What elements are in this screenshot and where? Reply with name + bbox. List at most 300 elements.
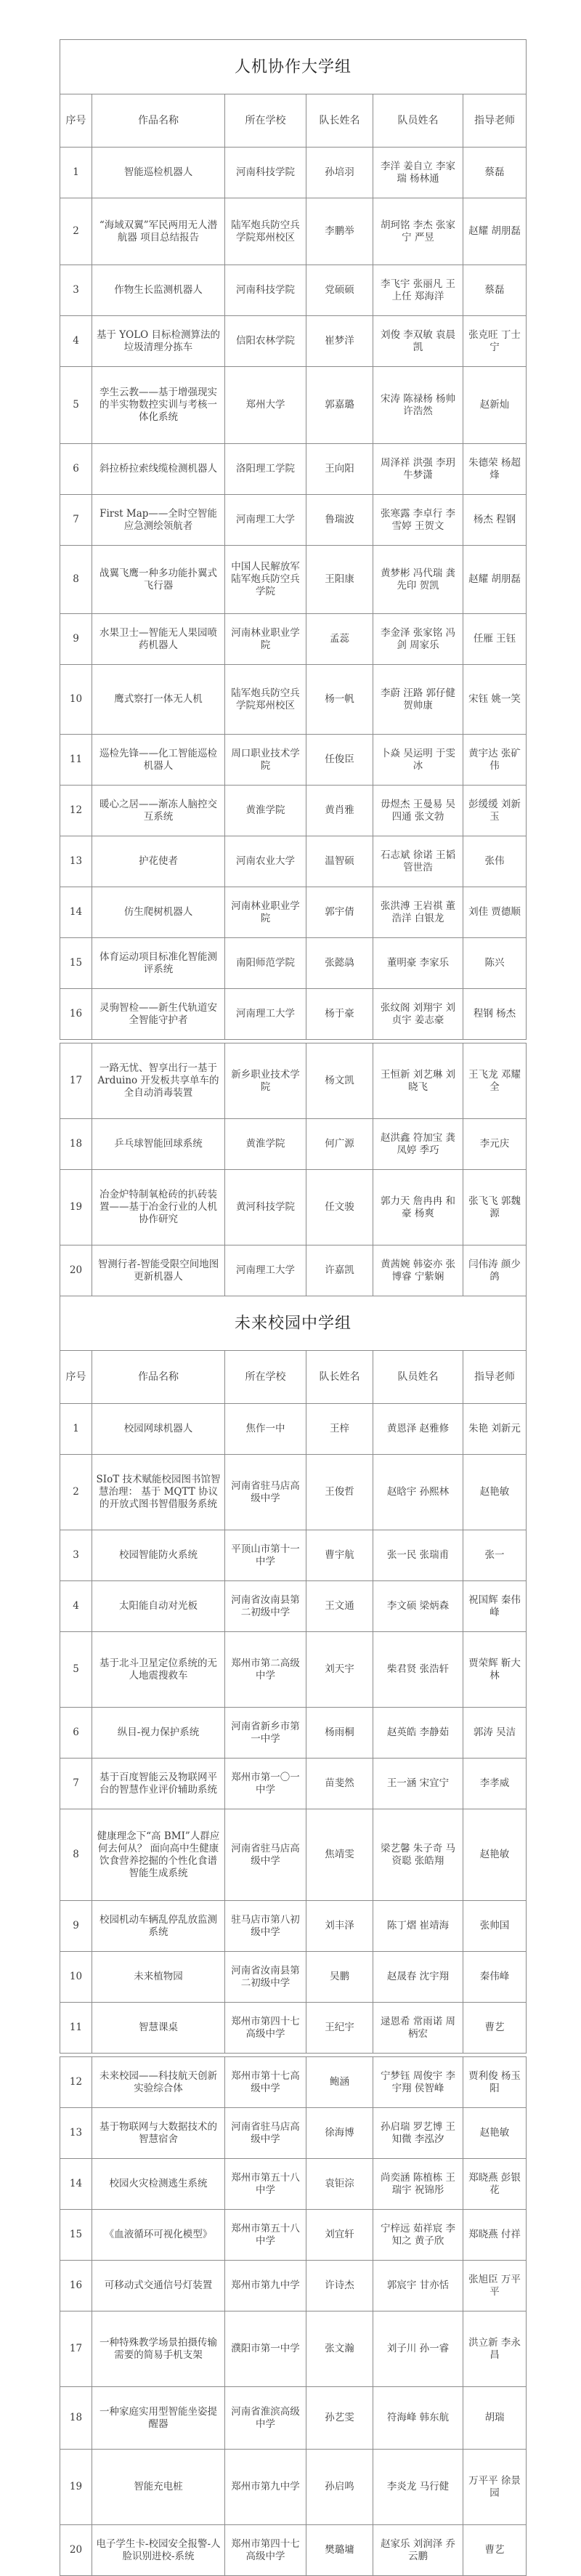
row-number: 3 (60, 1530, 92, 1581)
row-number: 18 (60, 2387, 92, 2450)
advisor-name: 曹艺 (463, 2525, 527, 2576)
school-name: 河南理工大学 (225, 495, 306, 546)
advisor-name: 闫伟涛 颜少鸽 (463, 1245, 527, 1296)
row-number: 15 (60, 2210, 92, 2261)
captain-name: 孙培羽 (306, 148, 373, 198)
school-name: 郑州市第一〇一中学 (225, 1759, 306, 1809)
member-names: 王恒新 刘艺琳 刘晓飞 (373, 1043, 463, 1119)
school-name: 河南省驻马店高级中学 (225, 2108, 306, 2159)
captain-name: 樊璐墉 (306, 2525, 373, 2576)
member-names: 梁艺馨 朱子奇 马资聪 张皓翔 (373, 1809, 463, 1901)
captain-name: 任俊臣 (306, 735, 373, 786)
row-number: 8 (60, 1809, 92, 1901)
advisor-name: 郭涛 吴洁 (463, 1708, 527, 1759)
table-row (60, 2387, 527, 2450)
advisor-name: 张旭臣 万平平 (463, 2261, 527, 2311)
school-name: 信阳农林学院 (225, 316, 306, 367)
school-name: 河南理工大学 (225, 989, 306, 1040)
row-number: 20 (60, 1245, 92, 1296)
work-name: 基于物联网与大数据技术的智慧宿舍 (92, 2108, 225, 2159)
row-number: 2 (60, 1455, 92, 1530)
advisor-name: 宋钰 姚一笑 (463, 665, 527, 735)
table-row (60, 1952, 527, 2003)
advisor-name: 张克旺 丁士宁 (463, 316, 527, 367)
captain-name: 刘天宇 (306, 1632, 373, 1708)
table-header-row (60, 94, 527, 148)
column-header: 队长姓名 (306, 1351, 373, 1404)
captain-name: 许诗杰 (306, 2261, 373, 2311)
advisor-name: 陈兴 (463, 938, 527, 989)
captain-name: 孟蕊 (306, 614, 373, 665)
advisor-name: 万平平 徐景园 (463, 2450, 527, 2525)
advisor-name: 赵耀 胡朋磊 (463, 546, 527, 614)
captain-name: 王阳康 (306, 546, 373, 614)
member-names: 董明豪 李家乐 (373, 938, 463, 989)
work-name: 斜拉桥拉索线缆检测机器人 (92, 444, 225, 495)
member-names: 卜焱 吴运明 于雯冰 (373, 735, 463, 786)
advisor-name: 任雁 王钰 (463, 614, 527, 665)
captain-name: 徐海博 (306, 2108, 373, 2159)
advisor-name: 李孝威 (463, 1759, 527, 1809)
captain-name: 袁钜淙 (306, 2159, 373, 2210)
table-row (60, 1245, 527, 1296)
section-title: 未来校园中学组 (60, 1296, 527, 1351)
member-names: 尚奕涵 陈植栋 王瑞宇 祝锦彤 (373, 2159, 463, 2210)
table-row (60, 2210, 527, 2261)
school-name: 陆军炮兵防空兵学院郑州校区 (225, 665, 306, 735)
row-number: 9 (60, 614, 92, 665)
member-names: 赵晟春 沈宇翔 (373, 1952, 463, 2003)
work-name: 护花使者 (92, 836, 225, 887)
work-name: 基于百度智能云及物联网平台的智慧作业评价辅助系统 (92, 1759, 225, 1809)
advisor-name: 黄宇达 张矿伟 (463, 735, 527, 786)
work-name: First Map——全时空智能应急测绘领航者 (92, 495, 225, 546)
table-row (60, 1119, 527, 1170)
row-number: 2 (60, 198, 92, 265)
section-title-row (60, 1296, 527, 1351)
row-number: 16 (60, 989, 92, 1040)
member-names: 赵晗宇 孙熙林 (373, 1455, 463, 1530)
table-row (60, 1455, 527, 1530)
row-number: 14 (60, 2159, 92, 2210)
member-names: 黄梦彬 冯代瑞 龚先印 贺凯 (373, 546, 463, 614)
member-names: 周泽祥 洪强 李玥 牛梦潇 (373, 444, 463, 495)
school-name: 河南省驻马店高级中学 (225, 1809, 306, 1901)
work-name: 《血液循环可视化模型》 (92, 2210, 225, 2261)
advisor-name: 王飞龙 邓耀全 (463, 1043, 527, 1119)
advisor-name: 赵艳敏 (463, 1455, 527, 1530)
captain-name: 温智硕 (306, 836, 373, 887)
row-number: 13 (60, 2108, 92, 2159)
column-header: 指导老师 (463, 1351, 527, 1404)
advisor-name: 赵新灿 (463, 367, 527, 444)
row-number: 3 (60, 265, 92, 316)
captain-name: 王俊哲 (306, 1455, 373, 1530)
member-names: 李金泽 张家铭 冯剑 周家乐 (373, 614, 463, 665)
captain-name: 鲁瑞波 (306, 495, 373, 546)
table-row (60, 2108, 527, 2159)
table-row (60, 786, 527, 836)
captain-name: 孙启鸣 (306, 2450, 373, 2525)
row-number: 4 (60, 1581, 92, 1632)
captain-name: 张文瀚 (306, 2311, 373, 2387)
work-name: 冶金炉特制氧枪砖的扒砖装置——基于冶金行业的人机协作研究 (92, 1170, 225, 1245)
advisor-name: 李元庆 (463, 1119, 527, 1170)
school-name: 河南林业职业学院 (225, 614, 306, 665)
advisor-name: 杨杰 程钢 (463, 495, 527, 546)
table-row (60, 1632, 527, 1708)
row-number: 20 (60, 2525, 92, 2576)
member-names: 柴君贤 张浩轩 (373, 1632, 463, 1708)
work-name: 乒乓球智能回球系统 (92, 1119, 225, 1170)
table-row (60, 1901, 527, 1952)
captain-name: 王梓 (306, 1404, 373, 1455)
row-number: 7 (60, 1759, 92, 1809)
member-names: 孙启瑞 罗艺博 王知微 李泓汐 (373, 2108, 463, 2159)
row-number: 7 (60, 495, 92, 546)
member-names: 郭宸宇 甘亦恬 (373, 2261, 463, 2311)
table-row (60, 1581, 527, 1632)
captain-name: 杨雨桐 (306, 1708, 373, 1759)
work-name: 一种特殊教学场景拍摄传输需要的简易手机支架 (92, 2311, 225, 2387)
table-row (60, 938, 527, 989)
captain-name: 苗斐然 (306, 1759, 373, 1809)
advisor-name: 郑晓燕 付祥 (463, 2210, 527, 2261)
member-names: 李蔚 汪路 郭仔健 贺帅康 (373, 665, 463, 735)
school-name: 中国人民解放军陆军炮兵防空兵学院 (225, 546, 306, 614)
work-name: 基于北斗卫星定位系统的无人地震搜救车 (92, 1632, 225, 1708)
school-name: 黄淮学院 (225, 786, 306, 836)
work-name: 电子学生卡-校园安全报警-人脸识别进校-系统 (92, 2525, 225, 2576)
advisor-name: 贾荣辉 靳大林 (463, 1632, 527, 1708)
table-row (60, 546, 527, 614)
school-name: 周口职业技术学院 (225, 735, 306, 786)
school-name: 焦作一中 (225, 1404, 306, 1455)
table-row (60, 2057, 527, 2108)
captain-name: 何广源 (306, 1119, 373, 1170)
member-names: 赵家乐 刘润泽 乔云鹏 (373, 2525, 463, 2576)
work-name: 仿生爬树机器人 (92, 887, 225, 938)
table-row (60, 2450, 527, 2525)
member-names: 毋煜杰 王曼易 吴四通 张文勃 (373, 786, 463, 836)
work-name: 智能巡检机器人 (92, 148, 225, 198)
table-row (60, 665, 527, 735)
advisor-name: 赵艳敏 (463, 2108, 527, 2159)
captain-name: 鲍涵 (306, 2057, 373, 2108)
advisor-name: 张飞飞 郭魏源 (463, 1170, 527, 1245)
advisor-name: 蔡磊 (463, 265, 527, 316)
member-names: 赵洪鑫 符加宝 龚凤婷 季巧 (373, 1119, 463, 1170)
school-name: 郑州市第九中学 (225, 2261, 306, 2311)
work-name: 鹰式察打一体无人机 (92, 665, 225, 735)
member-names: 黄茜婉 韩姿亦 张博睿 宁紫娴 (373, 1245, 463, 1296)
work-name: 太阳能自动对光板 (92, 1581, 225, 1632)
school-name: 河南省汝南县第二初级中学 (225, 1952, 306, 2003)
captain-name: 郭宇倩 (306, 887, 373, 938)
advisor-name: 祝国辉 秦伟峰 (463, 1581, 527, 1632)
advisor-name: 贾利俊 杨玉阳 (463, 2057, 527, 2108)
column-header: 队长姓名 (306, 94, 373, 148)
member-names: 李飞宇 张丽凡 王上任 郑海洋 (373, 265, 463, 316)
school-name: 河南科技学院 (225, 265, 306, 316)
table-row (60, 148, 527, 198)
table-row (60, 2159, 527, 2210)
table-row (60, 836, 527, 887)
row-number: 1 (60, 148, 92, 198)
member-names: 李洋 姜自立 李家瑞 杨林通 (373, 148, 463, 198)
school-name: 郑州市第五十八中学 (225, 2210, 306, 2261)
work-name: 未来校园——科技航天创新实验综合体 (92, 2057, 225, 2108)
row-number: 11 (60, 2003, 92, 2054)
table-row (60, 265, 527, 316)
school-name: 河南省淮滨高级中学 (225, 2387, 306, 2450)
work-name: 水果卫士—智能无人果园喷药机器人 (92, 614, 225, 665)
member-names: 张寒露 李卓行 李雪婷 王贺文 (373, 495, 463, 546)
row-number: 11 (60, 735, 92, 786)
member-names: 宋涛 陈禄杨 杨帅 许浩然 (373, 367, 463, 444)
section-title-row (60, 40, 527, 94)
work-name: 作物生长监测机器人 (92, 265, 225, 316)
table-row (60, 367, 527, 444)
member-names: 符海峰 韩东航 (373, 2387, 463, 2450)
captain-name: 吴鹏 (306, 1952, 373, 2003)
captain-name: 孙艺雯 (306, 2387, 373, 2450)
row-number: 14 (60, 887, 92, 938)
advisor-name: 张伟 (463, 836, 527, 887)
work-name: 战翼飞鹰一种多功能扑翼式飞行器 (92, 546, 225, 614)
column-header: 指导老师 (463, 94, 527, 148)
table-row (60, 316, 527, 367)
member-names: 张一民 张瑞甫 (373, 1530, 463, 1581)
column-header: 作品名称 (92, 94, 225, 148)
captain-name: 李鹏举 (306, 198, 373, 265)
work-name: 暖心之居——渐冻人脑控交互系统 (92, 786, 225, 836)
row-number: 16 (60, 2261, 92, 2311)
school-name: 驻马店市第八初级中学 (225, 1901, 306, 1952)
work-name: 灵驹智检——新生代轨道安全智能守护者 (92, 989, 225, 1040)
member-names: 赵英皓 李静茹 (373, 1708, 463, 1759)
school-name: 洛阳理工学院 (225, 444, 306, 495)
column-header: 所在学校 (225, 1351, 306, 1404)
captain-name: 杨文凯 (306, 1043, 373, 1119)
school-name: 郑州市第五十八中学 (225, 2159, 306, 2210)
table-row (60, 1043, 527, 1119)
advisor-name: 张帅国 (463, 1901, 527, 1952)
row-number: 8 (60, 546, 92, 614)
school-name: 黄河科技学院 (225, 1170, 306, 1245)
advisor-name: 洪立新 李永昌 (463, 2311, 527, 2387)
table-row (60, 1170, 527, 1245)
work-name: 体育运动项目标准化智能测评系统 (92, 938, 225, 989)
table-row (60, 1530, 527, 1581)
captain-name: 王文通 (306, 1581, 373, 1632)
member-names: 宁梓远 茹祥宸 李知之 黄子欣 (373, 2210, 463, 2261)
table-row (60, 735, 527, 786)
work-name: 校园火灾检测逃生系统 (92, 2159, 225, 2210)
table-row (60, 1404, 527, 1455)
school-name: 河南科技学院 (225, 148, 306, 198)
work-name: 校园智能防火系统 (92, 1530, 225, 1581)
captain-name: 郭嘉璐 (306, 367, 373, 444)
member-names: 石志斌 徐诺 王韬 管世浩 (373, 836, 463, 887)
school-name: 河南省驻马店高级中学 (225, 1455, 306, 1530)
school-name: 郑州大学 (225, 367, 306, 444)
column-header: 序号 (60, 94, 92, 148)
school-name: 河南省新乡市第一中学 (225, 1708, 306, 1759)
work-name: 校园机动车辆乱停乱放监测系统 (92, 1901, 225, 1952)
school-name: 郑州市第四十七高级中学 (225, 2003, 306, 2054)
school-name: 南阳师范学院 (225, 938, 306, 989)
row-number: 5 (60, 367, 92, 444)
member-names: 郭力天 詹冉冉 和豪 杨爽 (373, 1170, 463, 1245)
captain-name: 任文骏 (306, 1170, 373, 1245)
school-name: 平顶山市第十一中学 (225, 1530, 306, 1581)
column-header: 作品名称 (92, 1351, 225, 1404)
table-row (60, 1708, 527, 1759)
table-row (60, 1809, 527, 1901)
school-name: 河南理工大学 (225, 1245, 306, 1296)
row-number: 19 (60, 2450, 92, 2525)
work-name: 一路无忧、智享出行一基于 Arduino 开发板共享单车的全自动消毒装置 (92, 1043, 225, 1119)
school-name: 河南林业职业学院 (225, 887, 306, 938)
row-number: 4 (60, 316, 92, 367)
row-number: 12 (60, 786, 92, 836)
row-number: 1 (60, 1404, 92, 1455)
school-name: 河南省汝南县第二初级中学 (225, 1581, 306, 1632)
table-row (60, 614, 527, 665)
award-list-document (60, 39, 526, 2576)
school-name: 郑州市第十七高级中学 (225, 2057, 306, 2108)
member-names: 胡珂铭 李杰 张家宁 严昱 (373, 198, 463, 265)
school-name: 河南农业大学 (225, 836, 306, 887)
table-row (60, 495, 527, 546)
captain-name: 杨一帆 (306, 665, 373, 735)
school-name: 黄淮学院 (225, 1119, 306, 1170)
table-row (60, 2525, 527, 2576)
captain-name: 党硕硕 (306, 265, 373, 316)
captain-name: 崔梦洋 (306, 316, 373, 367)
row-number: 17 (60, 1043, 92, 1119)
award-table (60, 39, 527, 2576)
row-number: 10 (60, 1952, 92, 2003)
advisor-name: 郑晓燕 彭银花 (463, 2159, 527, 2210)
member-names: 宁梦钰 周俊宇 李宇翔 侯智峰 (373, 2057, 463, 2108)
column-header: 序号 (60, 1351, 92, 1404)
table-row (60, 887, 527, 938)
advisor-name: 程钢 杨杰 (463, 989, 527, 1040)
work-name: 校园网球机器人 (92, 1404, 225, 1455)
school-name: 郑州市第二高级中学 (225, 1632, 306, 1708)
row-number: 17 (60, 2311, 92, 2387)
member-names: 李文硕 梁炳森 (373, 1581, 463, 1632)
captain-name: 张懿骉 (306, 938, 373, 989)
work-name: 未来植物园 (92, 1952, 225, 2003)
row-number: 10 (60, 665, 92, 735)
work-name: 健康理念下“高 BMI”人群应何去何从？ 面向高中生健康饮食营养挖掘的个性化食谱智能生成系统 (92, 1809, 225, 1901)
captain-name: 黄肖雅 (306, 786, 373, 836)
member-names: 黄恩泽 赵雅修 (373, 1404, 463, 1455)
captain-name: 刘丰泽 (306, 1901, 373, 1952)
advisor-name: 赵耀 胡朋磊 (463, 198, 527, 265)
work-name: “海域双翼”军民两用无人潜航器 项目总结报告 (92, 198, 225, 265)
table-row (60, 2003, 527, 2054)
table-row (60, 2311, 527, 2387)
member-names: 王一涵 宋宜宁 (373, 1759, 463, 1809)
row-number: 18 (60, 1119, 92, 1170)
table-row (60, 989, 527, 1040)
row-number: 13 (60, 836, 92, 887)
captain-name: 王向阳 (306, 444, 373, 495)
advisor-name: 彭缓缓 刘新玉 (463, 786, 527, 836)
captain-name: 焦靖雯 (306, 1809, 373, 1901)
member-names: 李炎龙 马行健 (373, 2450, 463, 2525)
captain-name: 许嘉凯 (306, 1245, 373, 1296)
advisor-name: 曹艺 (463, 2003, 527, 2054)
school-name: 新乡职业技术学院 (225, 1043, 306, 1119)
column-header: 队员姓名 (373, 1351, 463, 1404)
table-row (60, 444, 527, 495)
captain-name: 曹宇航 (306, 1530, 373, 1581)
advisor-name: 赵艳敏 (463, 1809, 527, 1901)
work-name: 智慧课桌 (92, 2003, 225, 2054)
member-names: 刘子川 孙一睿 (373, 2311, 463, 2387)
advisor-name: 胡瑞 (463, 2387, 527, 2450)
member-names: 逯恩希 常雨诺 周柄宏 (373, 2003, 463, 2054)
member-names: 刘俊 李双敏 袁晨凯 (373, 316, 463, 367)
work-name: 巡检先锋——化工智能巡检机器人 (92, 735, 225, 786)
work-name: 基于 YOLO 目标检测算法的垃圾清理分拣车 (92, 316, 225, 367)
captain-name: 王纪宇 (306, 2003, 373, 2054)
work-name: 纵目-视力保护系统 (92, 1708, 225, 1759)
work-name: 孪生云教——基于增强现实的半实物数控实训与考核一体化系统 (92, 367, 225, 444)
row-number: 5 (60, 1632, 92, 1708)
school-name: 濮阳市第一中学 (225, 2311, 306, 2387)
member-names: 张洪溥 王岩祺 董浩洋 白银龙 (373, 887, 463, 938)
row-number: 6 (60, 444, 92, 495)
work-name: 可移动式交通信号灯装置 (92, 2261, 225, 2311)
row-number: 15 (60, 938, 92, 989)
captain-name: 刘宜轩 (306, 2210, 373, 2261)
column-header: 队员姓名 (373, 94, 463, 148)
advisor-name: 朱艳 刘新元 (463, 1404, 527, 1455)
work-name: 智测行者-智能受限空间地图更新机器人 (92, 1245, 225, 1296)
table-row (60, 198, 527, 265)
table-row (60, 2261, 527, 2311)
row-number: 19 (60, 1170, 92, 1245)
member-names: 陈丁熠 崔靖海 (373, 1901, 463, 1952)
advisor-name: 刘佳 贾德顺 (463, 887, 527, 938)
advisor-name: 秦伟峰 (463, 1952, 527, 2003)
work-name: 一种家庭实用型智能坐姿提醒器 (92, 2387, 225, 2450)
row-number: 9 (60, 1901, 92, 1952)
advisor-name: 张一 (463, 1530, 527, 1581)
row-number: 6 (60, 1708, 92, 1759)
section-title: 人机协作大学组 (60, 40, 527, 94)
column-header: 所在学校 (225, 94, 306, 148)
captain-name: 杨于豪 (306, 989, 373, 1040)
school-name: 郑州市第四十七高级中学 (225, 2525, 306, 2576)
work-name: 智能充电桩 (92, 2450, 225, 2525)
row-number: 12 (60, 2057, 92, 2108)
table-header-row (60, 1351, 527, 1404)
school-name: 陆军炮兵防空兵学院郑州校区 (225, 198, 306, 265)
advisor-name: 朱德荣 杨超烽 (463, 444, 527, 495)
member-names: 张纹阁 刘翔宇 刘贞宇 姜志豪 (373, 989, 463, 1040)
advisor-name: 蔡磊 (463, 148, 527, 198)
table-row (60, 1759, 527, 1809)
work-name: SIoT 技术赋能校园图书馆智慧治理： 基于 MQTT 协议的开放式图书智借服务系统 (92, 1455, 225, 1530)
school-name: 郑州市第九中学 (225, 2450, 306, 2525)
